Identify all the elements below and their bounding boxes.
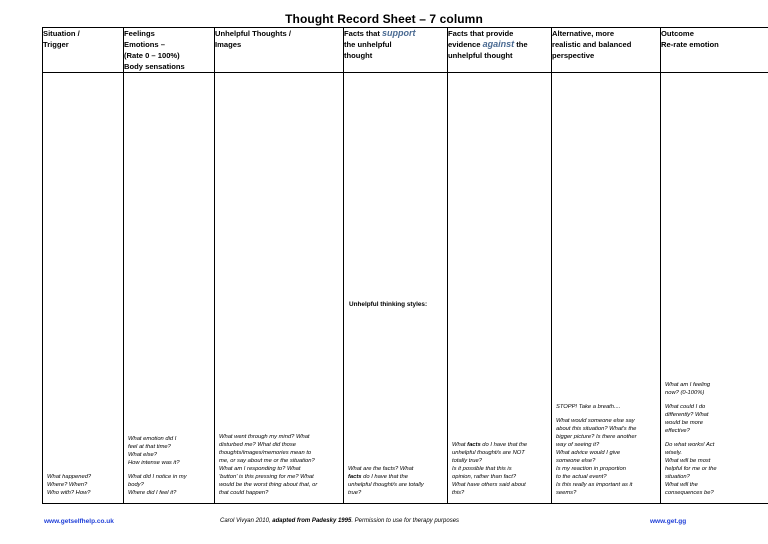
- footer-link-getgg[interactable]: www.get.gg: [650, 518, 687, 525]
- cell-alternative[interactable]: [552, 73, 661, 504]
- cell-facts-against[interactable]: [448, 73, 552, 504]
- emphasis-support: support: [381, 28, 416, 38]
- cell-facts-support[interactable]: [344, 73, 448, 504]
- thought-record-table: [42, 27, 768, 504]
- prompts-alternative: STOPP! Take a breath.... What would someone else say about this situation? What's the bigger picture? Is there another way of seeing it? What advice would I give someone else? Is my reaction in proportion to the actual event? Is this really as important as it seems?: [556, 404, 637, 496]
- cell-outcome[interactable]: [661, 73, 768, 504]
- header-unhelpful-thoughts: Unhelpful Thoughts / Images: [215, 28, 344, 73]
- page-title: Thought Record Sheet – 7 column: [285, 12, 483, 26]
- cell-unhelpful-thoughts[interactable]: [215, 73, 344, 504]
- prompts-facts-against: What facts do I have that the unhelpful thought/s are NOT totally true? Is it possible that this is opinion, rather than fact? What have others said about this?: [452, 442, 528, 496]
- header-feelings: Feelings Emotions – (Rate 0 – 100%) Body sensations: [124, 28, 215, 73]
- header-situation: Situation / Trigger: [43, 28, 124, 73]
- header-facts-against: Facts that provide evidence against the unhelpful thought: [448, 28, 552, 73]
- header-row: [43, 28, 768, 73]
- prompts-outcome: What am I feeling now? (0-100%) What could I do differently? What would be more effective? Do what works! Act wisely. What will be most helpful for me or the situation? What will the consequences be?: [665, 382, 717, 496]
- header-alternative: Alternative, more realistic and balanced perspective: [552, 28, 661, 73]
- emphasis-against: against: [482, 39, 515, 49]
- header-facts-support: Facts that support the unhelpful thought: [344, 28, 448, 73]
- prompts-feelings: What emotion did I feel at that time? What else? How intense was it? What did I notice in my body? Where did I feel it?: [128, 436, 187, 496]
- header-outcome: Outcome Re-rate emotion: [661, 28, 768, 73]
- prompts-unhelpful-thoughts: What went through my mind? What disturbed me? What did those thoughts/images/memories mean to me, or say about me or the situation? What am I responding to? What 'button' is this pressing for me? What would be the worst thing about that, or that could happen?: [219, 434, 318, 496]
- prompts-facts-support: What are the facts? What facts do I have that the unhelpful thought/s are totally true?: [348, 466, 424, 496]
- cell-situation[interactable]: [43, 73, 124, 504]
- entry-row: [43, 73, 768, 504]
- cell-feelings[interactable]: [124, 73, 215, 504]
- footer-link-getselfhelp[interactable]: www.getselfhelp.co.uk: [44, 518, 114, 525]
- unhelpful-thinking-styles-label: Unhelpful thinking styles:: [349, 301, 428, 308]
- prompts-situation: What happened? Where? When? Who with? How?: [47, 474, 92, 496]
- footer-credit: Carol Vivyan 2010, adapted from Padesky 1995. Permission to use for therapy purposes: [220, 518, 460, 524]
